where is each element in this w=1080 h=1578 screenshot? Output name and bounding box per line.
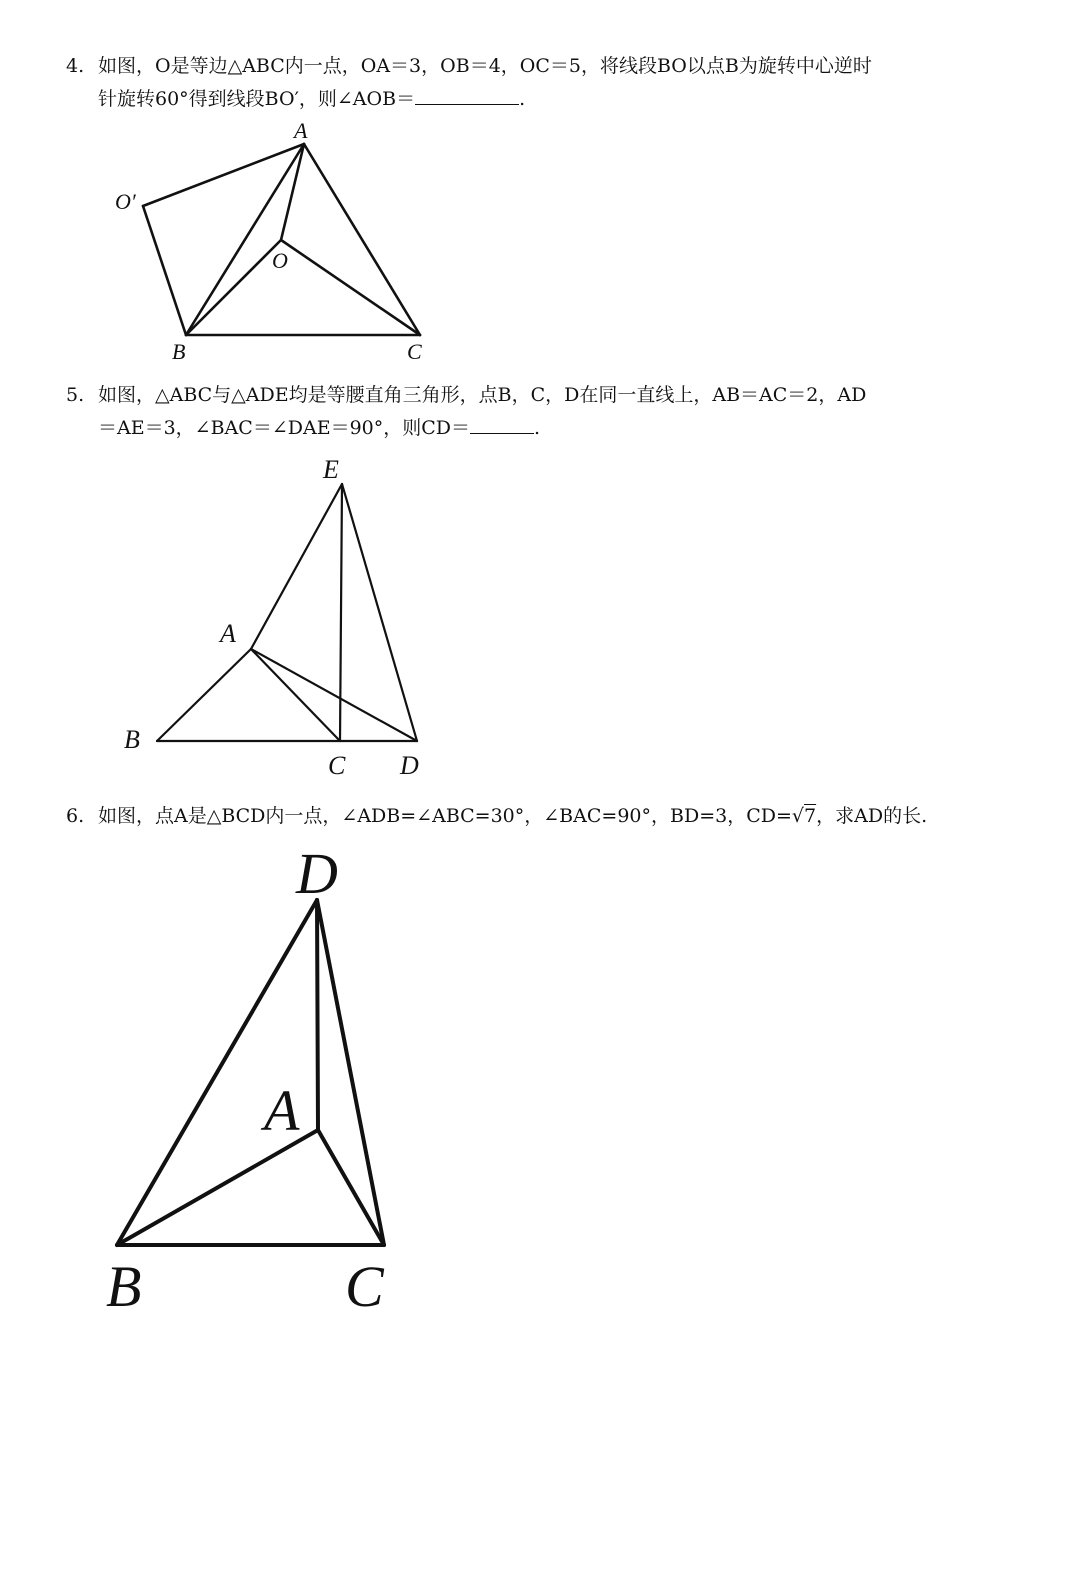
problem-4-number: 4. xyxy=(66,55,85,77)
label-C: C xyxy=(328,751,346,780)
problem-5-text-1: 如图，△ABC与△ADE均是等腰直角三角形，点B，C，D在同一直线上，AB＝AC＝2，AD xyxy=(98,384,867,406)
label-E: E xyxy=(323,455,339,484)
problem-6-text-2: ，求AD的长. xyxy=(816,805,928,827)
label-O: O xyxy=(272,248,288,273)
label-C: C xyxy=(345,1254,384,1319)
segment-A-B xyxy=(117,1130,318,1245)
label-B: B xyxy=(124,725,140,754)
sqrt-symbol: √ xyxy=(791,805,805,827)
problem-5-period: . xyxy=(534,417,541,439)
problem-6-number: 6. xyxy=(66,805,85,827)
segment-B-D xyxy=(117,900,317,1245)
label-D: D xyxy=(400,751,419,780)
segment-A-D xyxy=(317,900,318,1130)
label-D: D xyxy=(296,841,338,906)
label-C: C xyxy=(407,339,422,364)
problem-6-text-1: 如图，点A是△BCD内一点，∠ADB=∠ABC=30°，∠BAC=90°，BD=3，CD= xyxy=(98,805,792,827)
problem-4-text-1: 如图，O是等边△ABC内一点，OA＝3，OB＝4，OC＝5，将线段BO以点B为旋转中心逆时 xyxy=(98,55,872,77)
problem-5-number: 5. xyxy=(66,384,85,406)
sqrt-radicand: 7 xyxy=(804,805,817,827)
label-A: A xyxy=(220,619,236,648)
label-A: A xyxy=(264,1078,300,1143)
problem-4-period: . xyxy=(519,88,526,110)
label-A: A xyxy=(294,118,308,143)
label-B: B xyxy=(172,339,186,364)
segment-D-C xyxy=(317,900,384,1245)
label-O-prime: O′ xyxy=(115,189,136,214)
problem-4-text-2: 针旋转60°得到线段BO′，则∠AOB＝ xyxy=(98,88,416,110)
problem-5-text-2: ＝AE＝3，∠BAC＝∠DAE＝90°，则CD＝ xyxy=(98,417,471,439)
label-B: B xyxy=(106,1254,142,1319)
